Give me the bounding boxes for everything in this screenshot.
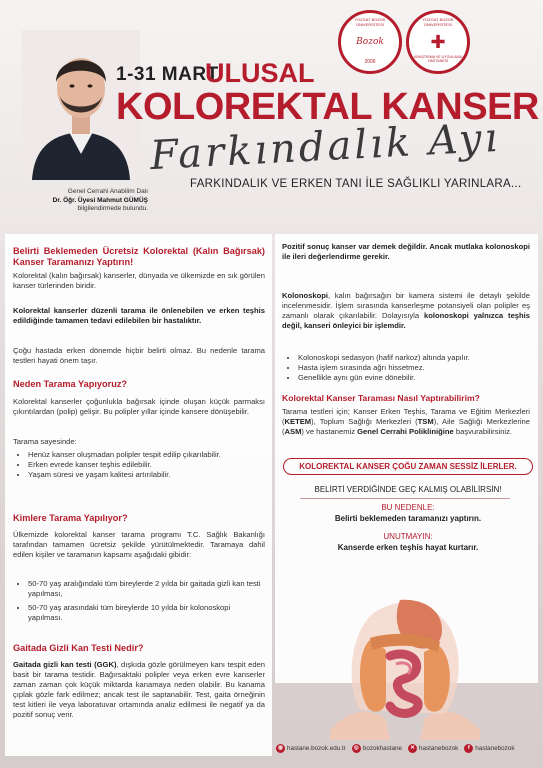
campaign-date: 1-31 MART <box>116 64 219 85</box>
hospital-seal <box>406 10 470 74</box>
colonoscopy-text: , kalın bağırsağın bir kamera sistemi ile detaylı şekilde incelenmesidir. İşlem sırasında kanserleşme potansiyeli olan polipler eş zamanlı olarak çıkarılabilir. Dolayısıyla <box>282 291 530 321</box>
silent-warning-pill: KOLOREKTAL KANSER ÇOĞU ZAMAN SESSİZ İLERLER. <box>283 458 533 475</box>
footer <box>270 737 543 759</box>
asm: ASM <box>284 427 302 437</box>
seal-ring-text: YOZGAT BOZOK ÜNİVERSİTESİ <box>354 17 386 27</box>
intro-paragraph-2: Çoğu hastada erken dönemde hiçbir belirti olmaz. Bu nedenle tarama testleri hayati önem taşır. <box>13 346 265 366</box>
ggk-paragraph <box>13 660 265 721</box>
where-text-4: ) ve hastanemiz <box>301 427 358 437</box>
late-warning: BELİRTİ VERDİĞİNDE GEÇ KALMIŞ OLABİLİRSİN! <box>314 485 502 494</box>
website-link[interactable] <box>276 744 346 753</box>
seal-center: Bozok <box>347 19 393 65</box>
list-item: • Kolonoskopi sedasyon (hafif narkoz) altında yapılır. <box>298 353 538 363</box>
facebook-link[interactable] <box>464 744 514 753</box>
title-script: Farkındalık Ayı <box>149 114 502 180</box>
where-text-1: Tarama testleri için; Kanser Erken Teşhis, Tarama ve Eğitim Merkezleri ( <box>282 407 530 427</box>
globe-icon: ◍ <box>276 744 285 753</box>
ggk-heading: Gaitada Gizli Kan Testi Nedir? <box>13 643 144 653</box>
colonoscopy-bold: kolonoskopi yalnızca teşhis değil, kanseri önleyici bir işlemdir. <box>282 311 530 331</box>
doctor-note: bilgilendirmede bulundu. <box>77 205 148 212</box>
facebook-icon: f <box>464 744 473 753</box>
page-title: KOLOREKTAL KANSER <box>116 86 539 128</box>
where-text-5: başvurabilirsiniz. <box>453 427 513 437</box>
seal-bottom-text: ARAŞTIRMA VE UYGULAMA HASTANESİ <box>414 55 462 63</box>
intestine-illustration <box>330 590 480 740</box>
ketem: KETEM <box>284 417 312 427</box>
divider <box>300 498 510 499</box>
list-item: • 50-70 yaş arasındaki tüm bireylerde 10 yılda bir kolonoskopi yapılması. <box>28 603 266 623</box>
list-item: • Genellikle aynı gün evine dönebilir. <box>298 373 538 383</box>
where-text-3: ), Aile Sağlığı Merkezlerine ( <box>282 417 530 437</box>
reason-label: BU NEDENLE: <box>381 503 435 512</box>
colonoscopy-term: Kolonoskopi <box>282 291 328 300</box>
tsm: TSM <box>417 417 434 427</box>
list-item: • Yaşam süresi ve yaşam kalitesi artırılabilir. <box>28 470 266 480</box>
list-item: • 50-70 yaş aralığındaki tüm bireylerde 2 yılda bir gaitada gizli kan testi yapılması, <box>28 579 266 599</box>
where-heading: Kolorektal Kanser Taraması Nasıl Yaptırabilirim? <box>282 393 480 403</box>
facebook-text: hastanebozok <box>475 744 515 752</box>
intro-paragraph: Kolorektal (kalın bağırsak) kanserler, dünyada ve ülkemizde en sık görülen kanser türlerinden biridir. <box>13 271 265 291</box>
who-list <box>14 579 266 623</box>
who-paragraph: Ülkemizde kolorektal kanser tarama programı T.C. Sağlık Bakanlığı tarafından tamamen ücretsiz şekilde yürütülmektedir. Taramaya dahil edilen kişiler ve taramanın kapsamı aşağıdaki gibidir: <box>13 530 265 560</box>
website-text: hastane.bozok.edu.tr <box>287 744 346 752</box>
instagram-icon: ◎ <box>352 744 361 753</box>
colonoscopy-list <box>284 353 538 383</box>
where-text-2: ), Toplum Sağlığı Merkezleri ( <box>311 417 418 427</box>
seal-year: 2006 <box>364 59 376 65</box>
university-seal <box>338 10 402 74</box>
polyclinic: Genel Cerrahi Polikliniğine <box>357 427 454 437</box>
where-paragraph <box>282 407 530 437</box>
list-item: • Hasta işlem sırasında ağrı hissetmez. <box>298 363 538 373</box>
instagram-link[interactable] <box>352 744 402 753</box>
title-national: ULUSAL <box>205 58 315 88</box>
intro-heading: Belirti Beklemeden Ücretsiz Kolorektal (Kalın Bağırsak) Kanser Taramanızı Yaptırın! <box>13 246 265 267</box>
doctor-dept: Genel Cerrahi Anabilim Dalı <box>67 188 148 195</box>
list-item: • Erken evrede kanser teşhis edilebilir. <box>28 460 266 470</box>
remember-text: Kanserde erken teşhis hayat kurtarır. <box>337 543 479 552</box>
tagline: FARKINDALIK VE ERKEN TANI İLE SAĞLIKLI YARINLARA... <box>190 178 522 190</box>
seal-ring-text: YOZGAT BOZOK ÜNİVERSİTESİ <box>422 17 454 27</box>
x-text: hastanebozok <box>419 744 459 752</box>
doctor-name: Dr. Öğr. Üyesi Mahmut GÜMÜŞ <box>52 196 148 204</box>
ggk-text: , dışkıda gözle görülmeyen kanı tespit eden basit bir tarama testidir. Bağırsaktaki polipler veya erken evre kanserler zaman zaman çok küçük miktarda kanamaya neden olabilir. Bu kanama çıplak gözle fark edilmez; ancak test ile saptanabilir. Test, gaita örneğinin test kitleri ile veya laboratuvar ortamında analiz edilmesi ile negatif ya da pozitif sonuç verir. <box>13 660 265 720</box>
who-heading: Kimlere Tarama Yapılıyor? <box>13 513 128 523</box>
x-icon: ✕ <box>408 744 417 753</box>
why-lead: Tarama sayesinde: <box>13 437 77 446</box>
positive-paragraph: Pozitif sonuç kanser var demek değildir. Ancak mutlaka kolonoskopi ile ileri değerlendirme gerekir. <box>282 242 530 262</box>
reason-text: Belirti beklemeden taramanızı yaptırın. <box>334 514 482 523</box>
intro-bold-paragraph: Kolorektal kanserler düzenli tarama ile önlenebilen ve erken teşhis edildiğinde tamamen tedavi edilebilen bir hastalıktır. <box>13 306 265 326</box>
seal-center: ✚ <box>415 19 461 65</box>
x-link[interactable] <box>408 744 458 753</box>
colonoscopy-paragraph <box>282 291 530 331</box>
list-item: • Henüz kanser oluşmadan polipler tespit edilip çıkarılabilir. <box>28 450 266 460</box>
why-heading: Neden Tarama Yapıyoruz? <box>13 379 128 389</box>
instagram-text: bozokhastane <box>362 744 403 752</box>
why-paragraph: Kolorektal kanserler çoğunlukla bağırsak içinde oluşan küçük parmaksı çıkıntılardan (polip) gelişir. Bu polipler yıllar içinde kansere dönüşebilir. <box>13 397 265 417</box>
doctor-caption <box>8 188 148 214</box>
remember-label: UNUTMAYIN: <box>383 532 433 541</box>
why-list <box>14 450 266 480</box>
ggk-term: Gaitada gizli kan testi (GGK) <box>13 660 117 669</box>
